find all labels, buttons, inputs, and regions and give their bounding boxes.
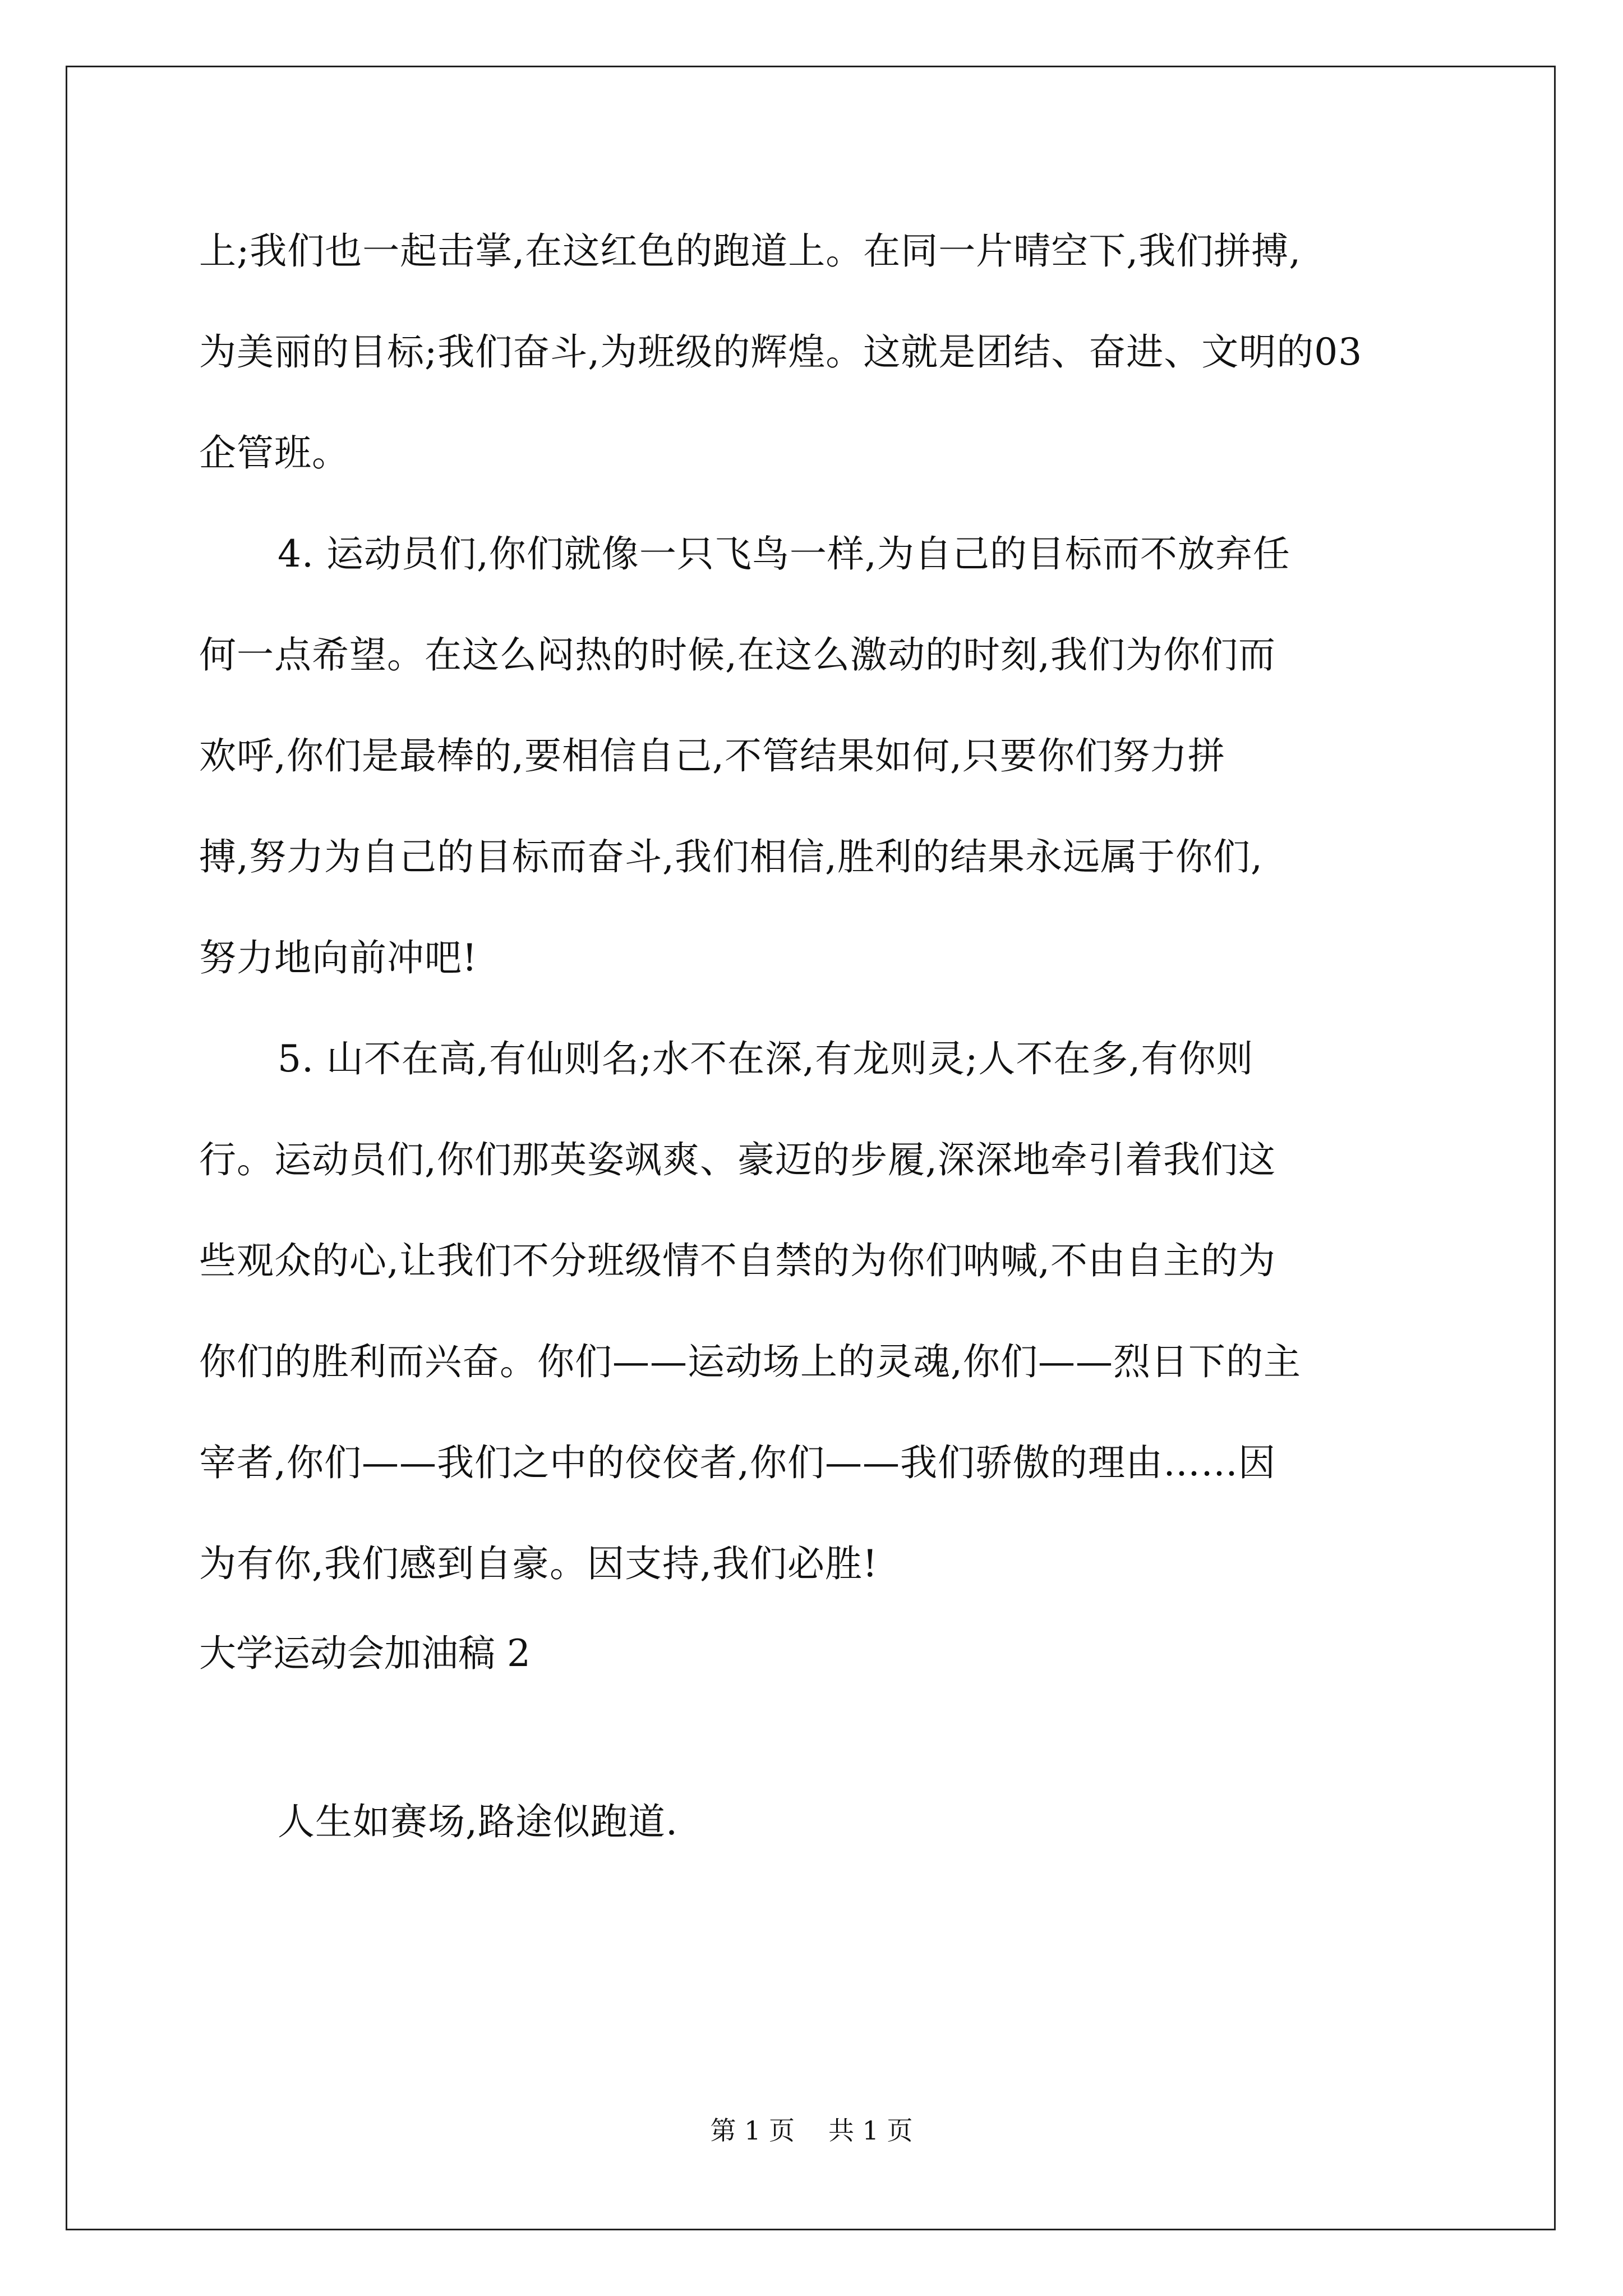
paragraph-5-line: 5. 山不在高,有仙则名;水不在深,有龙则灵;人不在多,有你则 <box>278 1037 1254 1080</box>
paragraph-5-line: 为有你,我们感到自豪。因支持,我们必胜! <box>199 1542 878 1585</box>
paragraph-4-line: 搏,努力为自己的目标而奋斗,我们相信,胜利的结果永远属于你们, <box>199 835 1263 878</box>
paragraph-4-line: 努力地向前冲吧! <box>199 936 478 979</box>
page-current-label: 第 1 页 <box>710 2115 795 2146</box>
section-heading: 大学运动会加油稿 2 <box>199 1632 531 1675</box>
paragraph-5-line: 你们的胜利而兴奋。你们——运动场上的灵魂,你们——烈日下的主 <box>199 1340 1301 1383</box>
section-first-line: 人生如赛场,路途似跑道. <box>278 1800 678 1843</box>
paragraph-5-line: 宰者,你们——我们之中的佼佼者,你们——我们骄傲的理由……因 <box>199 1441 1276 1484</box>
paragraph-5-line: 行。运动员们,你们那英姿飒爽、豪迈的步履,深深地牵引着我们这 <box>199 1138 1276 1181</box>
page-footer <box>0 2114 1623 2147</box>
paragraph-4-line: 何一点希望。在这么闷热的时候,在这么激动的时刻,我们为你们而 <box>199 633 1276 677</box>
paragraph-line: 企管班。 <box>199 431 349 475</box>
paragraph-line: 上;我们也一起击掌,在这红色的跑道上。在同一片晴空下,我们拼搏, <box>199 229 1302 273</box>
page-total-label: 共 1 页 <box>828 2115 913 2146</box>
paragraph-4-line: 欢呼,你们是最棒的,要相信自己,不管结果如何,只要你们努力拼 <box>199 734 1225 777</box>
paragraph-4-line: 4. 运动员们,你们就像一只飞鸟一样,为自己的目标而不放弃任 <box>278 532 1290 576</box>
paragraph-5-line: 些观众的心,让我们不分班级情不自禁的为你们呐喊,不由自主的为 <box>199 1239 1276 1282</box>
paragraph-line: 为美丽的目标;我们奋斗,为班级的辉煌。这就是团结、奋进、文明的03 <box>199 330 1363 374</box>
